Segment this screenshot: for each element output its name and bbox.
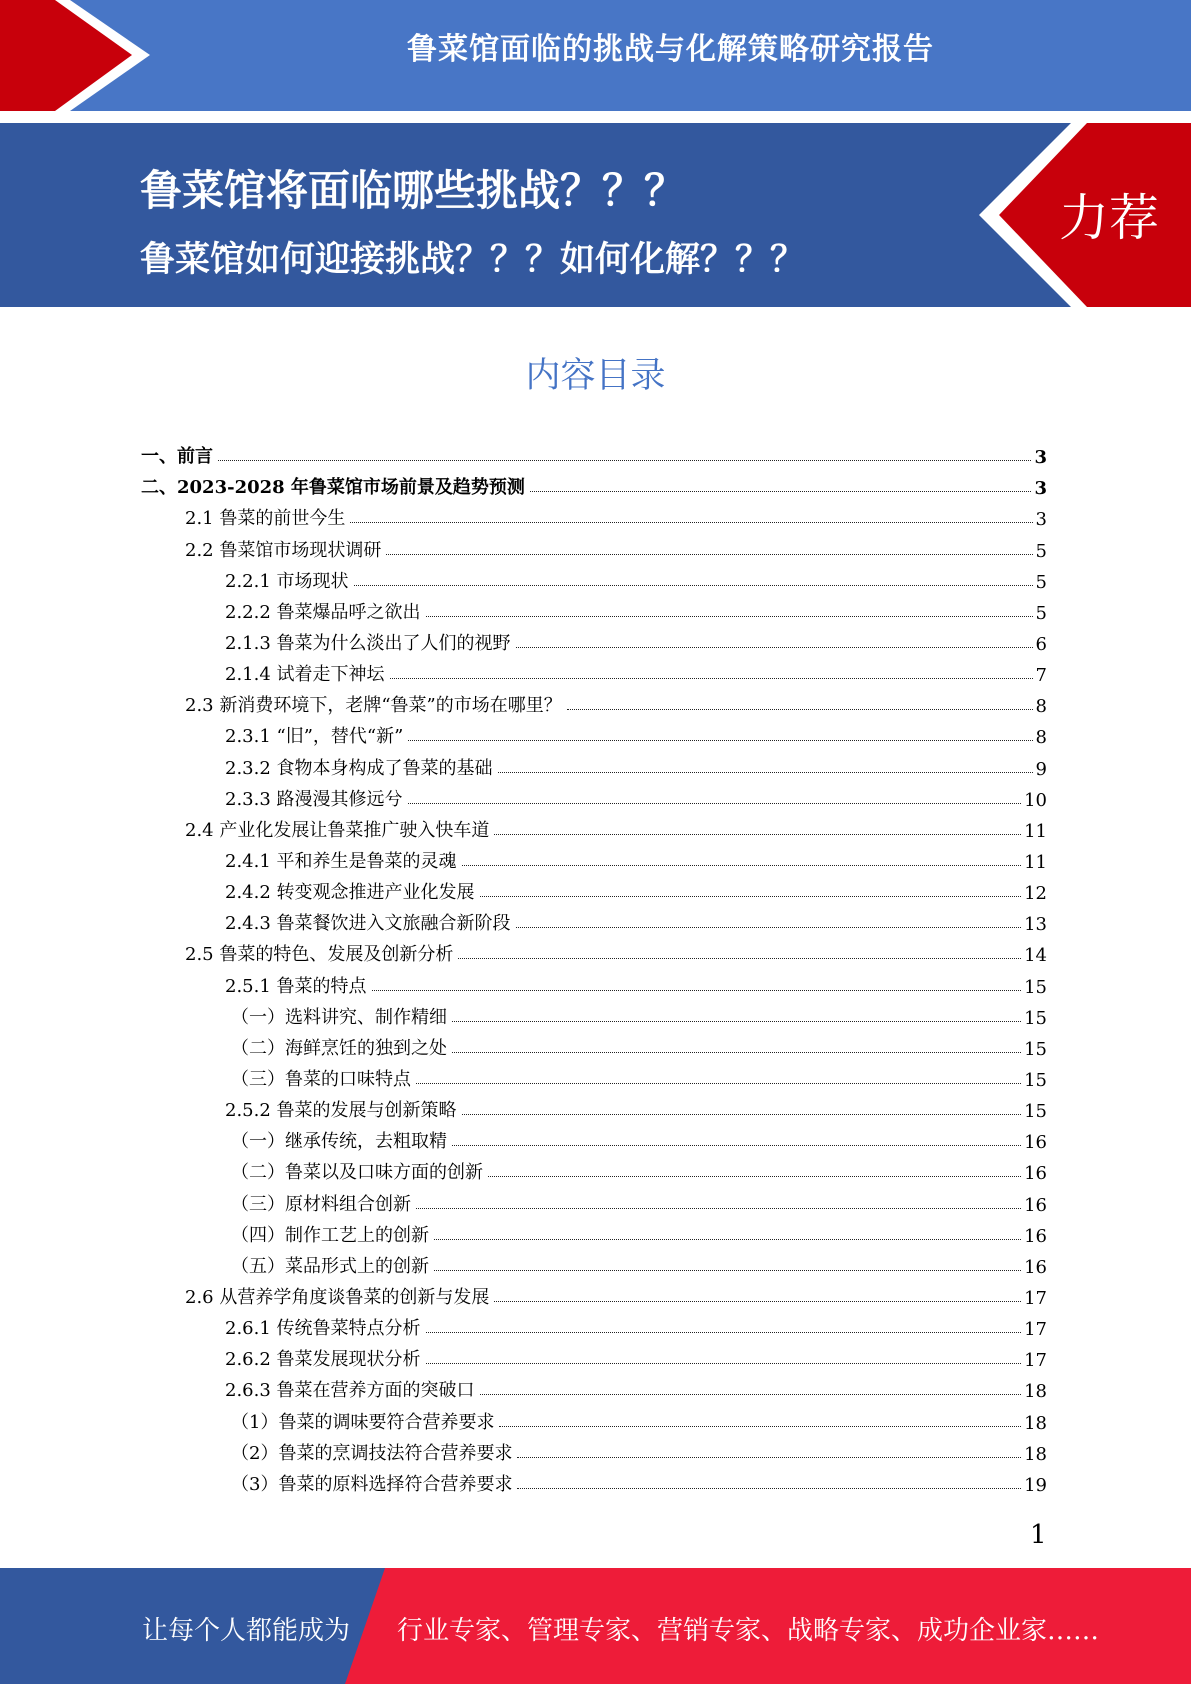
toc-entry[interactable] (141, 1434, 1047, 1465)
toc-entry[interactable] (141, 1029, 1047, 1060)
toc-entry-page: 8 (1035, 696, 1047, 718)
toc-leader-dots (218, 460, 1031, 461)
toc-entry-title: 2.2.1 市场现状 (225, 570, 349, 592)
toc-leader-dots (390, 678, 1033, 679)
recommend-label: 力荐 (1059, 189, 1159, 247)
toc-entry[interactable] (141, 842, 1047, 873)
toc-entry-page: 14 (1024, 945, 1047, 967)
toc-entry[interactable] (141, 1153, 1047, 1184)
toc-list (141, 437, 1047, 1496)
toc-leader-dots (530, 491, 1032, 492)
toc-entry-page: 17 (1024, 1319, 1047, 1341)
toc-entry[interactable] (141, 499, 1047, 530)
toc-entry[interactable] (141, 1402, 1047, 1433)
toc-leader-dots (516, 927, 1022, 928)
toc-entry-title: 二、2023-2028 年鲁菜馆市场前景及趋势预测 (141, 477, 525, 499)
toc-entry-page: 11 (1024, 820, 1047, 842)
toc-entry-page: 7 (1035, 665, 1047, 687)
toc-entry-title: （二）海鲜烹饪的独到之处 (231, 1037, 447, 1059)
toc-entry[interactable] (141, 904, 1047, 935)
toc-leader-dots (498, 772, 1033, 773)
toc-entry[interactable] (141, 1216, 1047, 1247)
toc-entry-page: 18 (1024, 1412, 1047, 1434)
question-solutions: 鲁菜馆如何迎接挑战？？？如何化解？？？ (140, 240, 806, 280)
toc-entry-page: 3 (1034, 478, 1047, 500)
toc-leader-dots (494, 1301, 1021, 1302)
toc-entry-title: 2.4.2 转变观念推进产业化发展 (225, 882, 475, 904)
toc-leader-dots (416, 1208, 1021, 1209)
toc-entry-title: 2.5.1 鲁菜的特点 (225, 975, 367, 997)
toc-leader-dots (452, 1145, 1021, 1146)
toc-leader-dots (517, 1457, 1021, 1458)
toc-leader-dots (354, 585, 1033, 586)
toc-entry-title: 2.1.4 试着走下神坛 (225, 664, 385, 686)
toc-leader-dots (458, 958, 1021, 959)
toc-entry-title: 2.1 鲁菜的前世今生 (185, 508, 346, 530)
toc-entry-page: 18 (1024, 1381, 1047, 1403)
toc-entry-page: 18 (1024, 1443, 1047, 1465)
toc-entry-title: 2.6.1 传统鲁菜特点分析 (225, 1318, 421, 1340)
toc-entry[interactable] (141, 873, 1047, 904)
toc-entry[interactable] (141, 437, 1047, 468)
toc-leader-dots (499, 1426, 1021, 1427)
toc-leader-dots (517, 1488, 1021, 1489)
toc-entry-page: 5 (1035, 571, 1047, 593)
toc-entry-title: 2.3.3 路漫漫其修远兮 (225, 788, 403, 810)
toc-leader-dots (416, 1083, 1021, 1084)
toc-entry[interactable] (141, 966, 1047, 997)
toc-entry-title: （三）原材料组合创新 (231, 1193, 411, 1215)
toc-leader-dots (408, 740, 1032, 741)
toc-entry-page: 10 (1024, 789, 1047, 811)
toc-leader-dots (350, 522, 1032, 523)
toc-entry-page: 17 (1024, 1287, 1047, 1309)
toc-entry-title: （四）制作工艺上的创新 (231, 1224, 429, 1246)
toc-entry[interactable] (141, 780, 1047, 811)
toc-entry[interactable] (141, 935, 1047, 966)
toc-entry-title: （1）鲁菜的调味要符合营养要求 (231, 1411, 495, 1433)
toc-entry[interactable] (141, 1060, 1047, 1091)
toc-entry[interactable] (141, 748, 1047, 779)
toc-leader-dots (426, 1332, 1022, 1333)
toc-leader-dots (452, 1052, 1021, 1053)
page-number: 1 (1030, 1520, 1047, 1550)
toc-entry-title: 2.4.3 鲁菜餐饮进入文旅融合新阶段 (225, 913, 511, 935)
toc-entry[interactable] (141, 686, 1047, 717)
toc-entry-title: （一）选料讲究、制作精细 (231, 1006, 447, 1028)
toc-leader-dots (408, 803, 1022, 804)
toc-entry[interactable] (141, 1091, 1047, 1122)
toc-entry[interactable] (141, 811, 1047, 842)
toc-entry-title: 2.3.1 “旧”，替代“新” (225, 726, 404, 748)
toc-entry[interactable] (141, 998, 1047, 1029)
toc-entry-page: 17 (1024, 1350, 1047, 1372)
toc-entry-title: 2.3.2 食物本身构成了鲁菜的基础 (225, 757, 493, 779)
toc-leader-dots (462, 1114, 1022, 1115)
toc-leader-dots (426, 1363, 1022, 1364)
toc-entry-title: 2.4.1 平和养生是鲁菜的灵魂 (225, 850, 457, 872)
toc-entry-title: 2.3 新消费环境下，老牌“鲁菜”的市场在哪里？ (185, 695, 562, 717)
toc-entry-page: 12 (1024, 883, 1047, 905)
toc-entry-title: 一、前言 (141, 446, 213, 468)
toc-entry-page: 13 (1024, 914, 1047, 936)
toc-entry-page: 8 (1035, 727, 1047, 749)
toc-entry-title: 2.2.2 鲁菜爆品呼之欲出 (225, 601, 421, 623)
toc-entry[interactable] (141, 717, 1047, 748)
toc-leader-dots (434, 1239, 1021, 1240)
toc-entry[interactable] (141, 562, 1047, 593)
toc-leader-dots (480, 1394, 1022, 1395)
toc-entry-title: （3）鲁菜的原料选择符合营养要求 (231, 1473, 513, 1495)
toc-entry[interactable] (141, 1340, 1047, 1371)
toc-entry-title: 2.2 鲁菜馆市场现状调研 (185, 539, 382, 561)
toc-entry-page: 6 (1035, 633, 1047, 655)
toc-entry-page: 19 (1024, 1474, 1047, 1496)
toc-leader-dots (434, 1270, 1021, 1271)
toc-entry-page: 15 (1024, 1101, 1047, 1123)
toc-leader-dots (567, 709, 1033, 710)
toc-entry-title: 2.5 鲁菜的特色、发展及创新分析 (185, 944, 454, 966)
toc-entry-title: （二）鲁菜以及口味方面的创新 (231, 1162, 483, 1184)
toc-leader-dots (462, 865, 1022, 866)
toc-entry-page: 5 (1035, 540, 1047, 562)
toc-leader-dots (372, 990, 1022, 991)
toc-entry-page: 5 (1035, 602, 1047, 624)
toc-entry-title: 2.6.2 鲁菜发展现状分析 (225, 1349, 421, 1371)
toc-entry[interactable] (141, 1122, 1047, 1153)
toc-entry-page: 16 (1024, 1163, 1047, 1185)
footer-slogan-right: 行业专家、管理专家、营销专家、战略专家、成功企业家…… (397, 1616, 1100, 1646)
toc-entry-page: 15 (1024, 1069, 1047, 1091)
toc-entry-title: 2.4 产业化发展让鲁菜推广驶入快车道 (185, 819, 490, 841)
toc-entry[interactable] (141, 1247, 1047, 1278)
toc-entry[interactable] (141, 468, 1047, 499)
toc-entry-title: （三）鲁菜的口味特点 (231, 1068, 411, 1090)
toc-entry[interactable] (141, 655, 1047, 686)
toc-entry-page: 15 (1024, 976, 1047, 998)
toc-entry-page: 15 (1024, 1007, 1047, 1029)
toc-entry-page: 15 (1024, 1038, 1047, 1060)
toc-leader-dots (494, 834, 1021, 835)
question-challenges: 鲁菜馆将面临哪些挑战？？？ (140, 166, 687, 215)
toc-leader-dots (452, 1021, 1021, 1022)
toc-entry-page: 3 (1034, 447, 1047, 469)
toc-leader-dots (426, 616, 1033, 617)
toc-entry[interactable] (141, 624, 1047, 655)
report-title: 鲁菜馆面临的挑战与化解策略研究报告 (407, 32, 934, 67)
toc-entry-title: 2.6 从营养学角度谈鲁菜的创新与发展 (185, 1286, 490, 1308)
toc-entry-page: 9 (1035, 758, 1047, 780)
toc-entry-page: 16 (1024, 1225, 1047, 1247)
toc-entry[interactable] (141, 530, 1047, 561)
toc-entry-title: 2.6.3 鲁菜在营养方面的突破口 (225, 1380, 475, 1402)
toc-title: 内容目录 (525, 356, 666, 396)
toc-entry-title: （五）菜品形式上的创新 (231, 1255, 429, 1277)
toc-entry[interactable] (141, 1465, 1047, 1496)
top-red-arrow-decoration (0, 0, 150, 111)
toc-entry-title: 2.5.2 鲁菜的发展与创新策略 (225, 1100, 457, 1122)
footer-slogan-left: 让每个人都能成为 (142, 1616, 351, 1646)
toc-entry-page: 3 (1035, 509, 1047, 531)
toc-entry[interactable] (141, 1278, 1047, 1309)
toc-entry-page: 16 (1024, 1132, 1047, 1154)
toc-entry-title: 2.1.3 鲁菜为什么淡出了人们的视野 (225, 632, 511, 654)
toc-leader-dots (480, 896, 1022, 897)
toc-leader-dots (386, 554, 1032, 555)
toc-entry[interactable] (141, 593, 1047, 624)
toc-leader-dots (488, 1176, 1021, 1177)
toc-entry[interactable] (141, 1309, 1047, 1340)
toc-entry-page: 16 (1024, 1194, 1047, 1216)
toc-entry-page: 11 (1024, 851, 1047, 873)
toc-leader-dots (516, 647, 1033, 648)
toc-entry[interactable] (141, 1184, 1047, 1215)
toc-entry-page: 16 (1024, 1256, 1047, 1278)
toc-entry[interactable] (141, 1371, 1047, 1402)
toc-entry-title: （一）继承传统，去粗取精 (231, 1131, 447, 1153)
toc-entry-title: （2）鲁菜的烹调技法符合营养要求 (231, 1442, 513, 1464)
